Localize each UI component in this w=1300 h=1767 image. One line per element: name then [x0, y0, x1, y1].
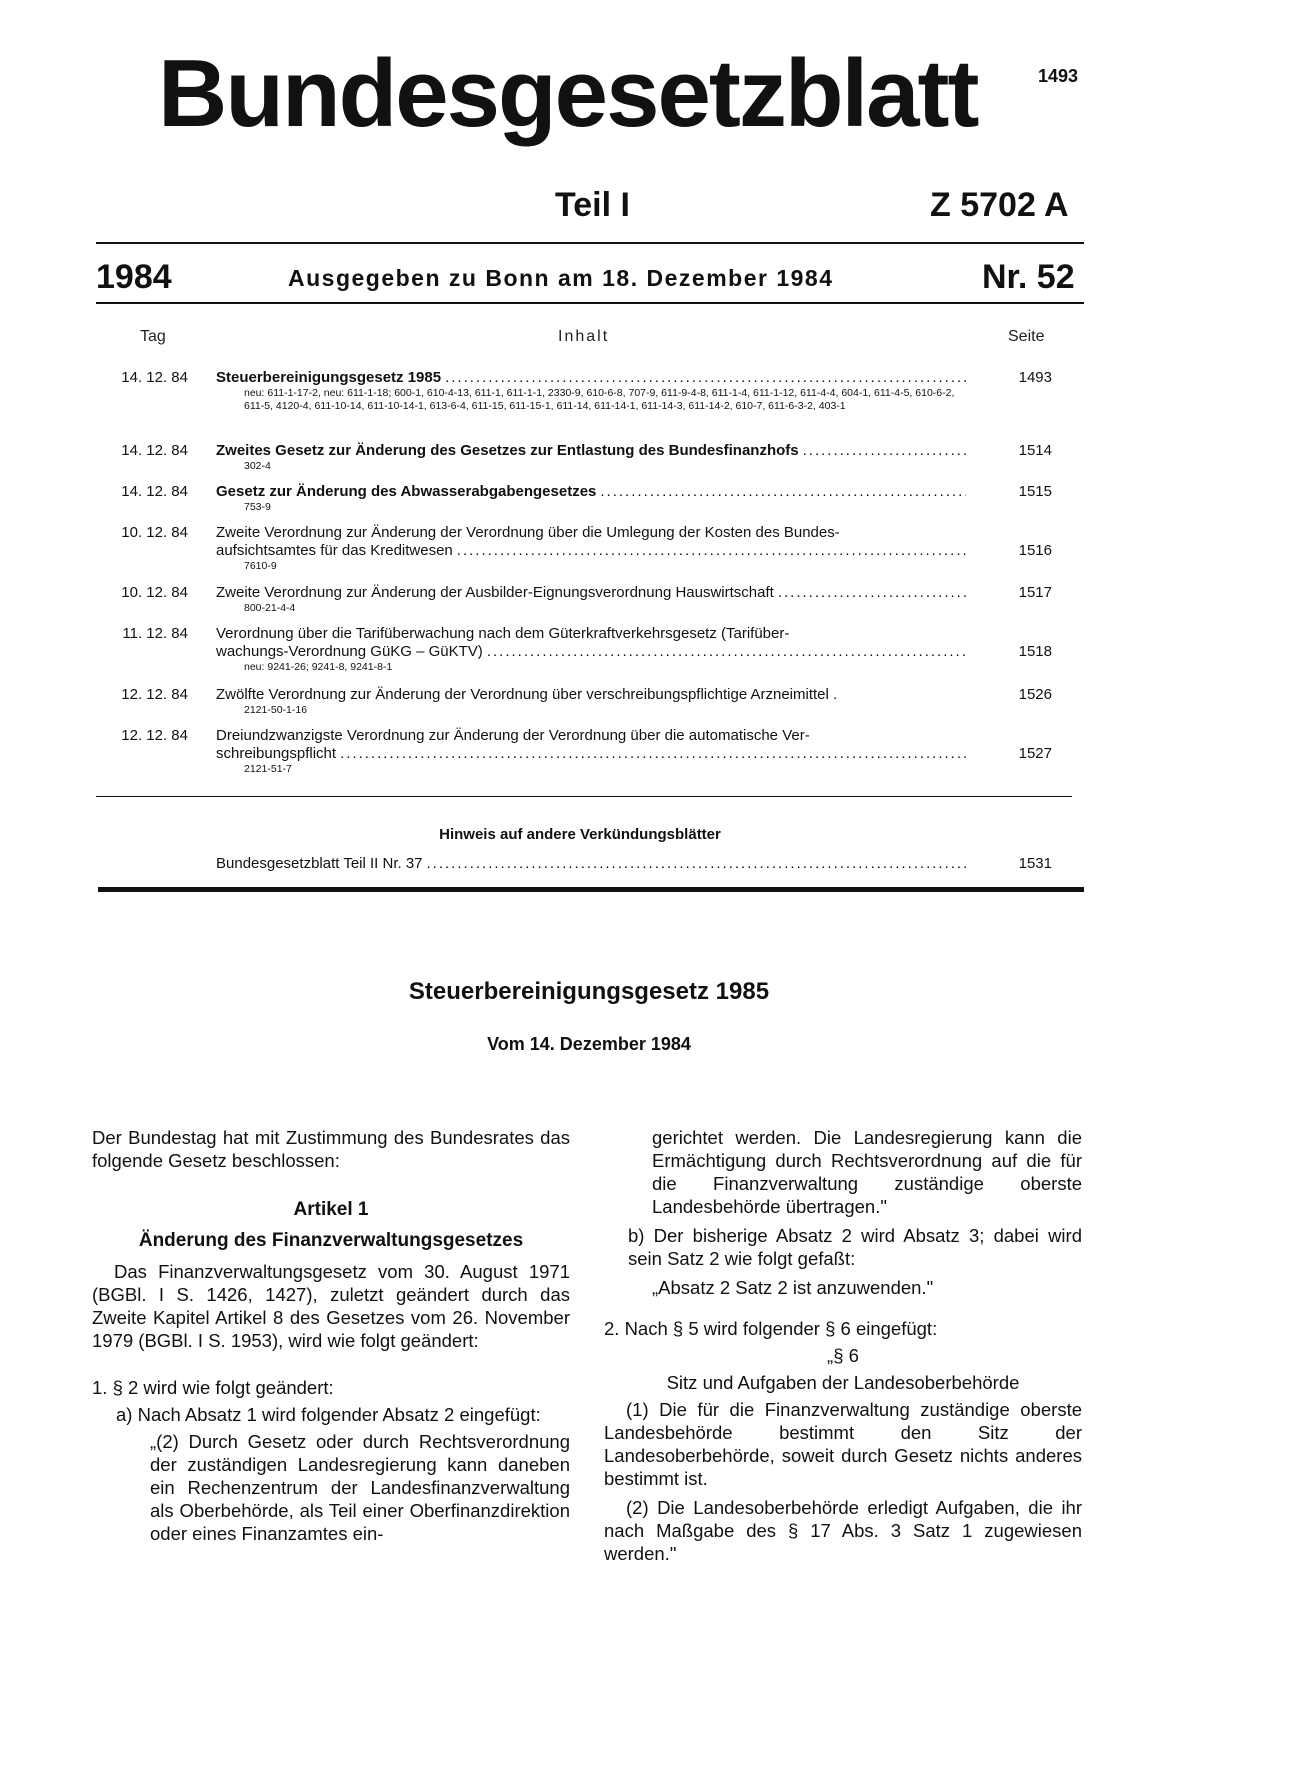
toc-title-line1: Zweite Verordnung zur Änderung der Verordnung über die Umlegung der Kosten des Bundes-: [216, 524, 840, 541]
toc-header-date: Tag: [140, 328, 166, 345]
article-title: Änderung des Finanzverwaltungsgesetzes: [138, 1230, 524, 1251]
article-intro: Das Finanzverwaltungsgesetz vom 30. August 1971 (BGBl. I S. 1426, 1427), zuletzt geändert durch das Zweite Kapitel Artikel 8 des Gesetzes vom 26. November 1979 (BGBl. I S. 1953), wird wie folgt geändert:: [92, 1261, 570, 1351]
absatz-2: (2) Die Landesoberbehörde erledigt Aufgaben, die ihr nach Maßgabe des § 17 Abs. 3 Satz 1 zugewiesen werden.": [604, 1497, 1082, 1564]
toc-title: Steuerbereinigungsgesetz 1985: [216, 369, 442, 386]
toc-page: 1517: [1018, 584, 1052, 601]
article-heading: Artikel 1: [293, 1199, 369, 1220]
toc-date: 10. 12. 84: [121, 524, 188, 541]
toc-fna: neu: 9241-26; 9241-8, 9241-8-1: [244, 661, 393, 673]
toc-title-line2: wachungs-Verordnung GüKG – GüKTV): [216, 643, 483, 660]
toc-fna: neu: 611-1-17-2, neu: 611-1-18; 600-1, 610-4-13, 611-1, 611-1-1, 2330-9, 610-6-8, 707-9, 611-9-4-8, 611-1-4, 611-1-12, 611-4-4, 604-1, 611-4-5, 610-6-2, 611-5, 4120-4, 611-10-14, 611-10-14-1, 613-6-4, 611-15, 611-15-1, 611-14, 611-14-1, 611-14-3, 611-14-2, 610-7, 611-6-3-2, 403-1: [244, 387, 955, 412]
toc-title: Zweite Verordnung zur Änderung der Ausbilder-Eignungsverordnung Hauswirtschaft: [216, 584, 774, 601]
quote-satz-2: „Absatz 2 Satz 2 ist anzuwenden.": [652, 1277, 934, 1298]
toc-date: 14. 12. 84: [121, 369, 188, 386]
toc-page: 1516: [1018, 542, 1052, 559]
toc-title: Zwölfte Verordnung zur Änderung der Verordnung über verschreibungspflichtige Arzneimittel .: [216, 686, 838, 703]
toc-fna: 302-4: [244, 460, 271, 472]
divider: [96, 302, 1084, 304]
issue-number: Nr. 52: [982, 258, 1075, 296]
thick-divider: [98, 887, 1084, 892]
toc-page: 1518: [1018, 643, 1052, 660]
left-column: [92, 1126, 570, 1545]
issue-date: Ausgegeben zu Bonn am 18. Dezember 1984: [288, 265, 834, 291]
toc-title-line1: Verordnung über die Tarifüberwachung nach dem Güterkraftverkehrsgesetz (Tarifüber-: [216, 625, 790, 642]
preamble: Der Bundestag hat mit Zustimmung des Bundesrates das folgende Gesetz beschlossen:: [92, 1127, 570, 1171]
toc-date: 10. 12. 84: [121, 584, 188, 601]
toc-fna: 7610-9: [244, 560, 277, 572]
hinweis-title: Bundesgesetzblatt Teil II Nr. 37: [216, 855, 423, 872]
toc-fna: 2121-51-7: [244, 763, 292, 775]
toc-fna: 800-21-4-4: [244, 602, 296, 614]
hinweis-heading: Hinweis auf andere Verkündungsblätter: [439, 826, 721, 843]
item-1a: a) Nach Absatz 1 wird folgender Absatz 2 eingefügt:: [116, 1404, 541, 1425]
toc-header-content: Inhalt: [558, 328, 610, 345]
toc-page: 1526: [1018, 686, 1052, 703]
law-title: Steuerbereinigungsgesetz 1985: [408, 978, 770, 1005]
toc-page: 1527: [1018, 745, 1052, 762]
toc-fna: 753-9: [244, 501, 271, 513]
toc-date: 12. 12. 84: [121, 686, 188, 703]
page-number: 1493: [1038, 66, 1079, 86]
toc-date: 14. 12. 84: [121, 442, 188, 459]
divider: [96, 242, 1084, 244]
item-1: 1. § 2 wird wie folgt geändert:: [92, 1377, 334, 1398]
paragraph-number: „§ 6: [827, 1345, 859, 1366]
toc-page: 1514: [1018, 442, 1052, 459]
toc-page: 1515: [1018, 483, 1052, 500]
toc-fna: 2121-50-1-16: [244, 704, 308, 716]
absatz-1: (1) Die für die Finanzverwaltung zuständige oberste Landesbehörde bestimmt den Sitz der Landesoberbehörde, soweit durch Gesetz nichts anderes bestimmt ist.: [604, 1399, 1082, 1489]
toc-title-line1: Dreiundzwanzigste Verordnung zur Änderung der Verordnung über die automatische Ver-: [216, 727, 810, 744]
item-2: 2. Nach § 5 wird folgender § 6 eingefügt:: [604, 1318, 938, 1339]
quote-continuation: gerichtet werden. Die Landesregierung kann die Ermächtigung durch Rechtsverordnung auf die für die Finanzverwaltung zuständige oberste Landesbehörde übertragen.": [652, 1127, 1082, 1217]
divider: [96, 796, 1072, 797]
issue-year: 1984: [96, 258, 172, 296]
toc-date: 11. 12. 84: [122, 625, 188, 642]
toc-date: 14. 12. 84: [121, 483, 188, 500]
toc-page: 1493: [1018, 369, 1052, 386]
quote-absatz-2: „(2) Durch Gesetz oder durch Rechtsverordnung der zuständigen Landesregierung kann daneben ein Rechenzentrum der Landesfinanzverwaltung als Oberbehörde, als Teil einer Oberfinanzdirektion oder eines Finanzamtes ein-: [150, 1431, 570, 1544]
publication-code: Z 5702 A: [930, 186, 1069, 224]
toc-title-line2: schreibungspflicht: [216, 745, 337, 762]
toc-title: Gesetz zur Änderung des Abwasserabgabengesetzes: [216, 483, 597, 500]
masthead-title: Bundesgesetzblatt: [158, 40, 978, 147]
part-label: Teil I: [555, 186, 630, 224]
toc-title-line2: aufsichtsamtes für das Kreditwesen: [216, 542, 453, 559]
toc-header-page: Seite: [1008, 328, 1045, 345]
law-date: Vom 14. Dezember 1984: [487, 1034, 691, 1054]
toc-date: 12. 12. 84: [121, 727, 188, 744]
hinweis-page: 1531: [1018, 855, 1052, 872]
toc-title: Zweites Gesetz zur Änderung des Gesetzes zur Entlastung des Bundesfinanzhofs: [216, 442, 799, 459]
right-column: [604, 1126, 1082, 1565]
paragraph-title: Sitz und Aufgaben der Landesoberbehörde: [666, 1372, 1020, 1393]
item-1b: b) Der bisherige Absatz 2 wird Absatz 3; dabei wird sein Satz 2 wie folgt gefaßt:: [628, 1225, 1082, 1269]
